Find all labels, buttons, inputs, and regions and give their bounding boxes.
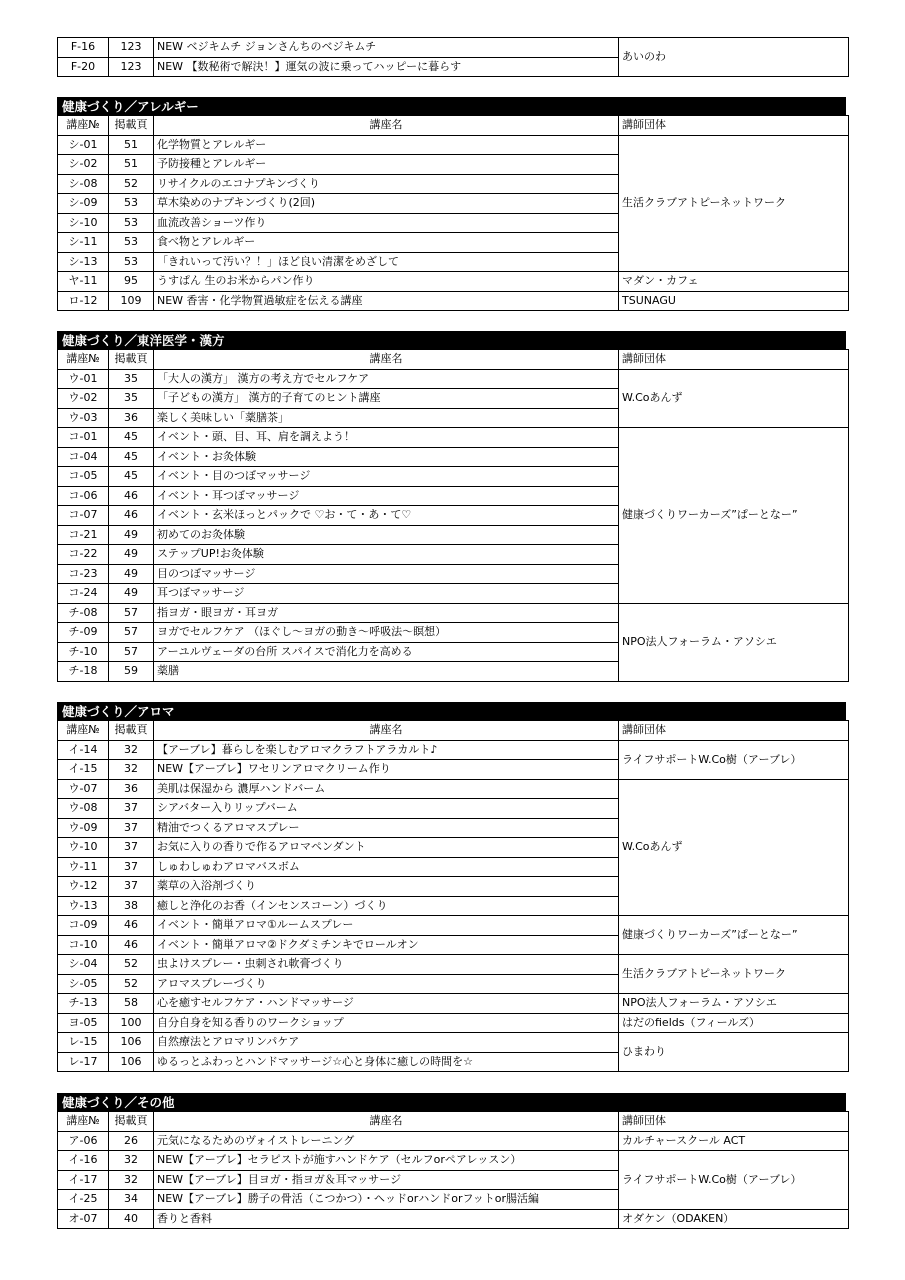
table-row (58, 1209, 849, 1229)
instructor-organization: W.Coあんず (619, 779, 849, 916)
table-header-row (58, 721, 849, 741)
page-number: 35 (109, 389, 154, 409)
course-title: 予防接種とアレルギー (154, 155, 619, 175)
course-number: ウ-03 (58, 408, 109, 428)
page-number: 53 (109, 194, 154, 214)
course-number: イ-16 (58, 1151, 109, 1171)
page-number: 95 (109, 272, 154, 292)
course-title: NEW【アーブレ】勝子の骨活（こつかつ）・ヘッドorハンドorフットor腸活編 (154, 1190, 619, 1210)
course-number: コ-21 (58, 525, 109, 545)
course-title: 「大人の漢方」 漢方の考え方でセルフケア (154, 369, 619, 389)
column-header-no: 講座№ (58, 116, 109, 136)
course-title: うすぱん 生のお米からパン作り (154, 272, 619, 292)
course-number: チ-13 (58, 994, 109, 1014)
course-number: コ-22 (58, 545, 109, 565)
column-header-org: 講師団体 (619, 350, 849, 370)
course-title: NEW【アーブレ】ワセリンアロマクリーム作り (154, 760, 619, 780)
page-number: 109 (109, 291, 154, 311)
course-title: 血流改善ショーツ作り (154, 213, 619, 233)
table-row (58, 135, 849, 155)
page-number: 32 (109, 760, 154, 780)
page-number: 37 (109, 877, 154, 897)
section-title: 健康づくり／アロマ (57, 702, 846, 720)
instructor-organization: NPO法人フォーラム・アソシエ (619, 994, 849, 1014)
course-title: アロマスプレーづくり (154, 974, 619, 994)
page-number: 38 (109, 896, 154, 916)
course-number: ウ-02 (58, 389, 109, 409)
page-number: 59 (109, 662, 154, 682)
page-number: 123 (109, 38, 154, 58)
page-number: 51 (109, 155, 154, 175)
course-title: 精油でつくるアロマスプレー (154, 818, 619, 838)
course-number: シ-01 (58, 135, 109, 155)
column-header-no: 講座№ (58, 721, 109, 741)
column-header-title: 講座名 (154, 116, 619, 136)
course-number: ウ-07 (58, 779, 109, 799)
course-number: チ-08 (58, 603, 109, 623)
column-header-page: 掲載頁 (109, 1112, 154, 1132)
section-1 (57, 97, 846, 311)
course-title: NEW 【数秘術で解決！】運気の波に乗ってハッピーに暮らす (154, 57, 619, 77)
course-title: 香りと香料 (154, 1209, 619, 1229)
table-row (58, 1013, 849, 1033)
course-number: チ-10 (58, 642, 109, 662)
course-number: ウ-12 (58, 877, 109, 897)
instructor-organization: TSUNAGU (619, 291, 849, 311)
table-row (58, 38, 849, 58)
course-number: コ-05 (58, 467, 109, 487)
course-title: ステップUP!お灸体験 (154, 545, 619, 565)
column-header-org: 講師団体 (619, 116, 849, 136)
page-number: 36 (109, 779, 154, 799)
course-table (57, 115, 849, 311)
section-title: 健康づくり／アレルギー (57, 97, 846, 115)
course-table (57, 1111, 849, 1229)
course-title: お気に入りの香りで作るアロマペンダント (154, 838, 619, 858)
instructor-organization: あいのわ (619, 38, 849, 77)
course-number: F-16 (58, 38, 109, 58)
course-title: 薬草の入浴剤づくり (154, 877, 619, 897)
course-title: リサイクルのエコナプキンづくり (154, 174, 619, 194)
column-header-no: 講座№ (58, 1112, 109, 1132)
course-number: シ-10 (58, 213, 109, 233)
course-title: NEW【アーブレ】目ヨガ・指ヨガ＆耳マッサージ (154, 1170, 619, 1190)
page-number: 37 (109, 799, 154, 819)
course-title: イベント・頭、目、耳、肩を調えよう！ (154, 428, 619, 448)
section-0 (57, 37, 846, 77)
table-row (58, 369, 849, 389)
table-header-row (58, 116, 849, 136)
course-number: コ-01 (58, 428, 109, 448)
page-number: 37 (109, 857, 154, 877)
course-title: 草木染めのナプキンづくり(2回) (154, 194, 619, 214)
column-header-no: 講座№ (58, 350, 109, 370)
course-number: ウ-10 (58, 838, 109, 858)
course-number: ヨ-05 (58, 1013, 109, 1033)
instructor-organization: カルチャースクール ACT (619, 1131, 849, 1151)
course-title: 初めてのお灸体験 (154, 525, 619, 545)
course-number: ウ-09 (58, 818, 109, 838)
course-title: ヨガでセルフケア （ほぐし～ヨガの動き～呼吸法～瞑想） (154, 623, 619, 643)
page-number: 49 (109, 545, 154, 565)
table-header-row (58, 1112, 849, 1132)
page-number: 37 (109, 838, 154, 858)
course-title: イベント・簡単アロマ②ドクダミチンキでロールオン (154, 935, 619, 955)
column-header-page: 掲載頁 (109, 350, 154, 370)
course-number: ウ-01 (58, 369, 109, 389)
column-header-title: 講座名 (154, 721, 619, 741)
page-number: 51 (109, 135, 154, 155)
page-number: 49 (109, 584, 154, 604)
course-title: 「子どもの漢方」 漢方的子育てのヒント講座 (154, 389, 619, 409)
course-title: 食べ物とアレルギー (154, 233, 619, 253)
course-number: レ-15 (58, 1033, 109, 1053)
page-number: 46 (109, 935, 154, 955)
course-number: コ-24 (58, 584, 109, 604)
instructor-organization: オダケン（ODAKEN） (619, 1209, 849, 1229)
course-number: コ-10 (58, 935, 109, 955)
course-title: イベント・目のつぼマッサージ (154, 467, 619, 487)
table-header-row (58, 350, 849, 370)
course-number: F-20 (58, 57, 109, 77)
course-title: NEW ベジキムチ ジョンさんちのベジキムチ (154, 38, 619, 58)
course-title: シアバター入りリップバーム (154, 799, 619, 819)
course-table (57, 349, 849, 682)
course-title: 元気になるためのヴォイストレーニング (154, 1131, 619, 1151)
table-row (58, 994, 849, 1014)
instructor-organization: ひまわり (619, 1033, 849, 1072)
page-number: 34 (109, 1190, 154, 1210)
course-number: コ-09 (58, 916, 109, 936)
page-number: 40 (109, 1209, 154, 1229)
course-number: ア-06 (58, 1131, 109, 1151)
course-number: コ-06 (58, 486, 109, 506)
page-number: 49 (109, 525, 154, 545)
column-header-page: 掲載頁 (109, 721, 154, 741)
course-title: 耳つぼマッサージ (154, 584, 619, 604)
page-number: 37 (109, 818, 154, 838)
course-number: チ-18 (58, 662, 109, 682)
course-title: イベント・玄米ほっとパックで ♡お・て・あ・て♡ (154, 506, 619, 526)
course-title: 癒しと浄化のお香（インセンスコーン）づくり (154, 896, 619, 916)
page-number: 52 (109, 955, 154, 975)
instructor-organization: W.Coあんず (619, 369, 849, 428)
instructor-organization: NPO法人フォーラム・アソシエ (619, 603, 849, 681)
section-4 (57, 1093, 846, 1229)
course-title: 化学物質とアレルギー (154, 135, 619, 155)
page-number: 57 (109, 603, 154, 623)
instructor-organization: ライフサポートW.Co樹（アーブレ） (619, 740, 849, 779)
course-title: イベント・耳つぼマッサージ (154, 486, 619, 506)
course-title: 【アーブレ】暮らしを楽しむアロマクラフトアラカルト♪ (154, 740, 619, 760)
course-title: NEW 香害・化学物質過敏症を伝える講座 (154, 291, 619, 311)
table-row (58, 603, 849, 623)
page-number: 49 (109, 564, 154, 584)
course-title: 目のつぼマッサージ (154, 564, 619, 584)
table-row (58, 1151, 849, 1171)
course-title: 「きれいって汚い？！」ほど良い清潔をめざして (154, 252, 619, 272)
course-number: イ-25 (58, 1190, 109, 1210)
table-row (58, 1131, 849, 1151)
page-number: 26 (109, 1131, 154, 1151)
instructor-organization: はだのfields（フィールズ） (619, 1013, 849, 1033)
column-header-page: 掲載頁 (109, 116, 154, 136)
course-number: チ-09 (58, 623, 109, 643)
course-number: オ-07 (58, 1209, 109, 1229)
course-title: 自然療法とアロマリンパケア (154, 1033, 619, 1053)
course-number: シ-04 (58, 955, 109, 975)
page-number: 45 (109, 467, 154, 487)
course-number: ヤ-11 (58, 272, 109, 292)
course-number: コ-04 (58, 447, 109, 467)
course-number: シ-08 (58, 174, 109, 194)
instructor-organization: 生活クラブアトピーネットワーク (619, 955, 849, 994)
page-number: 32 (109, 1151, 154, 1171)
section-3 (57, 702, 846, 1072)
page-number: 46 (109, 506, 154, 526)
page-number: 46 (109, 916, 154, 936)
page-number: 53 (109, 252, 154, 272)
course-table (57, 720, 849, 1072)
instructor-organization: 生活クラブアトピーネットワーク (619, 135, 849, 272)
course-title: 美肌は保湿から 濃厚ハンドバーム (154, 779, 619, 799)
course-number: シ-09 (58, 194, 109, 214)
course-title: NEW【アーブレ】セラピストが施すハンドケア（セルフorペアレッスン） (154, 1151, 619, 1171)
course-number: シ-02 (58, 155, 109, 175)
section-2 (57, 331, 846, 682)
course-number: シ-11 (58, 233, 109, 253)
column-header-title: 講座名 (154, 350, 619, 370)
course-number: ウ-08 (58, 799, 109, 819)
page-number: 57 (109, 642, 154, 662)
course-title: 薬膳 (154, 662, 619, 682)
column-header-org: 講師団体 (619, 721, 849, 741)
course-number: イ-15 (58, 760, 109, 780)
course-title: 指ヨガ・眼ヨガ・耳ヨガ (154, 603, 619, 623)
page-number: 32 (109, 740, 154, 760)
page-number: 58 (109, 994, 154, 1014)
table-row (58, 291, 849, 311)
course-number: シ-13 (58, 252, 109, 272)
section-title: 健康づくり／東洋医学・漢方 (57, 331, 846, 349)
page-number: 35 (109, 369, 154, 389)
instructor-organization: 健康づくりワーカーズ”ぱーとなー” (619, 428, 849, 604)
instructor-organization: 健康づくりワーカーズ”ぱーとなー” (619, 916, 849, 955)
page-number: 45 (109, 428, 154, 448)
table-row (58, 1033, 849, 1053)
course-title: イベント・お灸体験 (154, 447, 619, 467)
page-number: 52 (109, 174, 154, 194)
course-title: 心を癒すセルフケア・ハンドマッサージ (154, 994, 619, 1014)
section-title: 健康づくり／その他 (57, 1093, 846, 1111)
course-number: コ-07 (58, 506, 109, 526)
page-number: 32 (109, 1170, 154, 1190)
page-number: 53 (109, 213, 154, 233)
page-number: 53 (109, 233, 154, 253)
table-row (58, 428, 849, 448)
page-number: 100 (109, 1013, 154, 1033)
course-title: ゆるっとふわっとハンドマッサージ☆心と身体に癒しの時間を☆ (154, 1052, 619, 1072)
table-row (58, 779, 849, 799)
course-number: ロ-12 (58, 291, 109, 311)
course-number: レ-17 (58, 1052, 109, 1072)
column-header-org: 講師団体 (619, 1112, 849, 1132)
course-title: イベント・簡単アロマ①ルームスプレー (154, 916, 619, 936)
course-title: 虫よけスプレー・虫刺され軟膏づくり (154, 955, 619, 975)
column-header-title: 講座名 (154, 1112, 619, 1132)
table-row (58, 916, 849, 936)
course-number: ウ-11 (58, 857, 109, 877)
course-number: コ-23 (58, 564, 109, 584)
course-number: ウ-13 (58, 896, 109, 916)
page-number: 106 (109, 1033, 154, 1053)
page-number: 123 (109, 57, 154, 77)
course-number: イ-17 (58, 1170, 109, 1190)
course-table (57, 37, 849, 77)
page-number: 52 (109, 974, 154, 994)
page-number: 36 (109, 408, 154, 428)
page-number: 45 (109, 447, 154, 467)
course-title: アーユルヴェーダの台所 スパイスで消化力を高める (154, 642, 619, 662)
instructor-organization: ライフサポートW.Co樹（アーブレ） (619, 1151, 849, 1210)
table-row (58, 955, 849, 975)
course-number: イ-14 (58, 740, 109, 760)
table-row (58, 272, 849, 292)
course-title: 楽しく美味しい「薬膳茶」 (154, 408, 619, 428)
course-title: しゅわしゅわアロマバスボム (154, 857, 619, 877)
course-number: シ-05 (58, 974, 109, 994)
course-title: 自分自身を知る香りのワークショップ (154, 1013, 619, 1033)
page-number: 106 (109, 1052, 154, 1072)
instructor-organization: マダン・カフェ (619, 272, 849, 292)
page-number: 46 (109, 486, 154, 506)
page-number: 57 (109, 623, 154, 643)
table-row (58, 740, 849, 760)
